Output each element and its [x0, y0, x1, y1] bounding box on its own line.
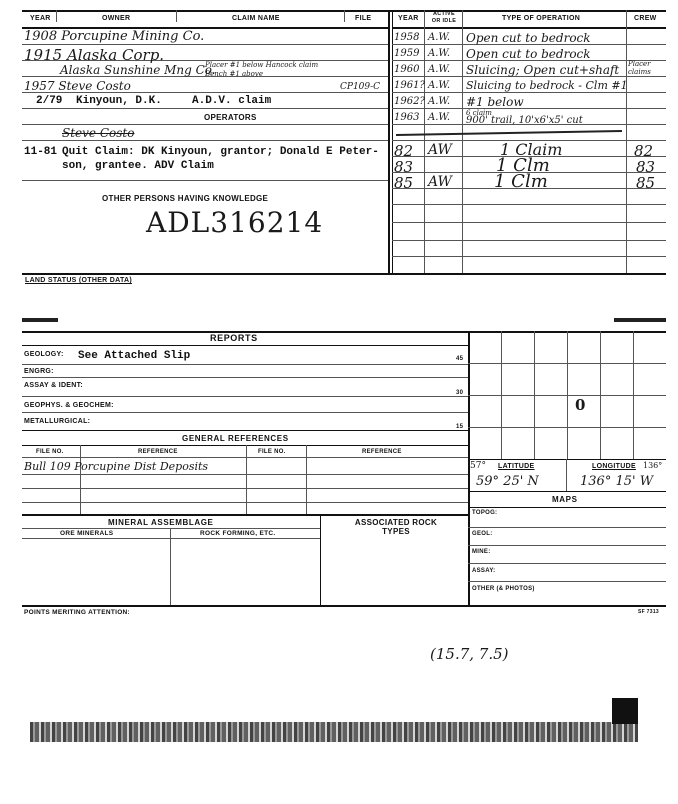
file-ref: CP109-C	[340, 82, 381, 92]
op-crew: 83	[636, 158, 656, 176]
metallurgical-label: METALLURGICAL:	[24, 418, 91, 425]
struck-row-line	[396, 130, 622, 136]
long-suffix: 136°	[643, 461, 663, 470]
op-status: AW	[428, 142, 452, 158]
latitude-value: 59° 25' N	[476, 474, 539, 489]
op-note-claim: 6 claim	[466, 109, 492, 117]
smudge-right	[614, 318, 666, 322]
assay-label: ASSAY & IDENT:	[24, 382, 84, 389]
op-year: 1962?	[394, 96, 425, 107]
ore-minerals-label: ORE MINERALS	[60, 530, 114, 537]
op-status: A.W.	[428, 80, 451, 91]
report-num-15: 15	[456, 424, 464, 430]
lat-prefix: 57°	[470, 461, 486, 471]
op-year: 85	[394, 174, 414, 192]
header-underline-right	[392, 27, 666, 29]
rock-forming-label: ROCK FORMING, ETC.	[200, 530, 276, 537]
op-crew: Placer claims	[628, 60, 651, 76]
header-active-or-idle: ACTIVE OR IDLE	[431, 11, 457, 24]
op-year: 1958	[394, 32, 420, 43]
op-year: 1959	[394, 48, 420, 59]
kinyoun-owner: Kinyoun, D.K.	[76, 95, 162, 107]
op-crew: 85	[636, 174, 656, 192]
header-year: YEAR	[30, 15, 51, 22]
op-type: 1 Claim	[500, 140, 563, 159]
maps-assay: ASSAY:	[472, 568, 496, 574]
maps-geol: GEOL:	[472, 531, 493, 537]
op-type: Sluicing to bedrock - Clm #1	[466, 79, 628, 92]
coordinate-note: (15.7, 7.5)	[430, 645, 509, 663]
general-ref-entry: Bull 109 Porcupine Dist Deposits	[24, 460, 209, 473]
op-status: A.W.	[428, 112, 451, 123]
quit-claim-line1: Quit Claim: DK Kinyoun, grantor; Donald E Peter-	[62, 146, 379, 158]
op-status: AW	[428, 174, 452, 190]
report-num-45: 45	[456, 356, 464, 362]
land-status-label: LAND STATUS (OTHER DATA)	[25, 277, 133, 284]
header-owner: OWNER	[102, 15, 131, 22]
geophys-label: GEOPHYS. & GEOCHEM:	[24, 402, 114, 409]
op-status: A.W.	[428, 32, 451, 43]
scan-artifact-block	[612, 698, 638, 724]
geology-value: See Attached Slip	[78, 350, 191, 362]
op-year: 82	[394, 142, 414, 160]
header-crew: CREW	[634, 15, 657, 22]
header-file: FILE	[355, 15, 372, 22]
engrg-label: ENGRG:	[24, 368, 54, 375]
associated-rock-types: ASSOCIATED ROCK TYPES	[354, 518, 438, 536]
op-type: #1 below	[466, 95, 524, 109]
mineral-assemblage-title: MINERAL ASSEMBLAGE	[108, 518, 214, 527]
header-year-2: YEAR	[398, 15, 419, 22]
maps-mine: MINE:	[472, 549, 491, 555]
maps-topog: TOPOG:	[472, 510, 498, 516]
owner-alaska-sunshine: Alaska Sunshine Mng Co.	[60, 63, 216, 77]
op-type: Open cut to bedrock	[466, 47, 591, 61]
reports-title: REPORTS	[210, 333, 258, 343]
smudge-left	[22, 318, 58, 322]
longitude-label: LONGITUDE	[592, 463, 636, 470]
op-status: A.W.	[428, 96, 451, 107]
quit-claim-line2: son, grantee. ADV Claim	[62, 160, 214, 172]
general-refs-reference: REFERENCE	[138, 449, 178, 455]
quit-claim-date: 11-81	[24, 146, 58, 158]
general-refs-file-no: FILE NO.	[36, 449, 64, 455]
scan-artifact-strip	[30, 722, 638, 742]
report-num-30: 30	[456, 390, 464, 396]
operator-struck: Steve Costo	[62, 126, 135, 140]
op-crew: 82	[634, 142, 654, 160]
general-refs-title: GENERAL REFERENCES	[182, 434, 289, 443]
owner-1908: 1908 Porcupine Mining Co.	[24, 29, 205, 44]
owner-1957: 1957 Steve Costo	[24, 79, 131, 93]
operators-label: OPERATORS	[204, 113, 257, 122]
op-year: 1960	[394, 64, 420, 75]
center-divider	[388, 10, 390, 274]
latitude-label: LATITUDE	[498, 463, 535, 470]
claim-note-1: Placer #1 below Hancock claim	[205, 61, 319, 69]
maps-title: MAPS	[552, 495, 578, 504]
adl-number: ADL316214	[146, 206, 324, 239]
op-year: 1961?	[394, 80, 425, 91]
op-year: 1963	[394, 112, 420, 123]
op-status: A.W.	[428, 48, 451, 59]
longitude-value: 136° 15' W	[580, 474, 654, 489]
op-type: 900' trail, 10'x6'x5' cut	[466, 115, 583, 126]
op-type: 1 Clm	[494, 171, 548, 192]
op-year: 83	[394, 158, 414, 176]
grid-mark: 0	[575, 396, 586, 414]
general-refs-reference-2: REFERENCE	[362, 449, 402, 455]
maps-other: OTHER (& PHOTOS)	[472, 586, 535, 592]
header-claim-name: CLAIM NAME	[232, 15, 280, 22]
claim-note-2: Bench #1 above	[205, 70, 263, 78]
other-persons-label: OTHER PERSONS HAVING KNOWLEDGE	[102, 194, 269, 203]
kinyoun-claim: A.D.V. claim	[192, 95, 272, 107]
general-refs-file-no-2: FILE NO.	[258, 449, 286, 455]
center-divider-2	[392, 10, 393, 274]
form-number: SF 7313	[638, 609, 660, 615]
points-meriting-attention: POINTS MERITING ATTENTION:	[24, 609, 131, 616]
header-type-of-operation: TYPE OF OPERATION	[502, 15, 581, 22]
op-status: A.W.	[428, 64, 451, 75]
owner-1915: 1915 Alaska Corp.	[24, 46, 165, 64]
op-type: Open cut to bedrock	[466, 31, 591, 45]
op-type: Sluicing; Open cut+shaft	[466, 63, 620, 77]
kinyoun-date: 2/79	[36, 95, 63, 107]
op-type: 1 Clm	[496, 155, 550, 176]
geology-label: GEOLOGY:	[24, 351, 64, 358]
